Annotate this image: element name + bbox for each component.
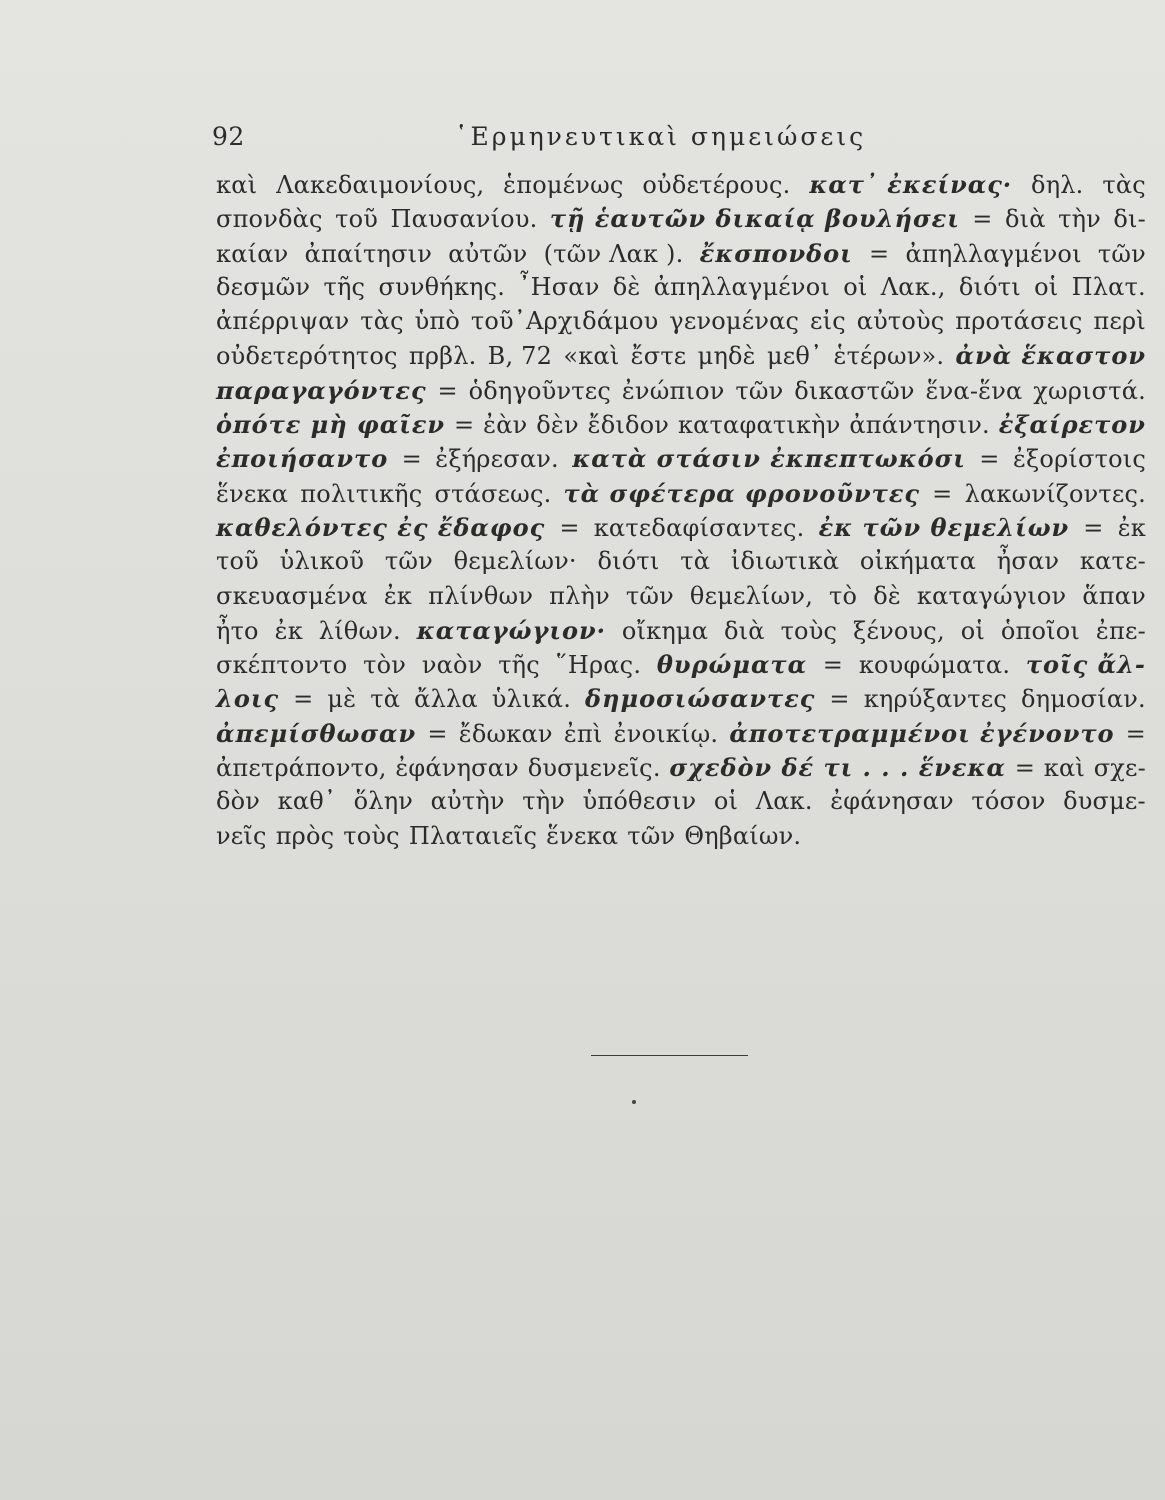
word: ῞Ηρας. [555,651,642,680]
word: ὑλικά. [491,685,572,714]
word: προτάσεις [955,307,1083,336]
word: διὰ [1005,205,1046,234]
word: ἐὰν [483,411,528,440]
word: «καὶ [563,342,620,371]
word: ἀπέρριψαν [216,307,350,336]
word: ἐνώπιον [621,376,725,405]
word: τοῦ [216,547,259,576]
word: γενομένας [669,307,800,336]
word: ἦτο [216,616,259,645]
word: οἱ [960,616,985,645]
word: καὶ [216,171,258,199]
text-line [216,444,1146,478]
word: δημοσίαν. [1020,685,1146,714]
word: αὐτὴν [430,787,505,816]
word: = [437,376,458,405]
text-line [216,376,1146,410]
word: σπονδὰς [216,205,323,234]
word: τὴν [1058,205,1101,234]
word: τῶν [625,581,674,610]
word: ἀπηλλαγμένοι [653,272,830,301]
word: αὐτῶν [448,239,528,268]
text-line [216,307,1146,341]
word: σχε- [1093,754,1146,783]
text-line [216,170,1146,204]
word: ὑπόθεσιν [582,787,697,816]
text-line [216,753,1146,787]
word: τῆς [323,272,366,301]
word: Λακ. [755,787,813,816]
word: ἐκ [1117,513,1146,542]
word: πολιτικῆς [300,479,423,508]
word: ὑπὸ [414,307,461,336]
word: = [1083,513,1104,542]
section-divider-rule [591,1055,748,1056]
word: στάσεως. [434,479,552,508]
word: κουφώματα. [858,651,1011,680]
word: δυσμενεῖς. [527,754,661,783]
word: διότι [958,272,1021,301]
word: οἱ [843,272,868,301]
word: τόσον [971,787,1046,816]
lemma: παραγαγόντες [216,375,427,405]
word: καθ᾽ [277,787,337,816]
word: = [829,685,850,714]
text-line [216,547,1146,581]
word: ἐξήρεσαν. [435,445,559,474]
word: τοὺς [780,616,838,645]
lemma: ὁπότε μὴ φαῖεν [216,410,446,440]
word: ὅλην [353,787,414,816]
word: ὁποῖοι [1000,616,1080,645]
text-line [216,273,1146,307]
word: ἀπάντησιν. [849,411,990,440]
lemma: καταγώγιον· [416,615,606,645]
lemma: λοις [216,684,280,714]
word: Πλατ. [1071,272,1146,301]
word: τὸ [829,581,858,610]
word: δι- [1113,205,1146,234]
word: = [427,719,448,748]
commentary-text [216,170,1146,856]
word: ἀπαίτησιν [304,239,433,268]
word: ἐφάνησαν [395,754,519,783]
lemma: καθελόντες ἐς ἔδαφος [216,512,546,542]
word: σκέπτοντο [216,651,348,680]
word: τῶν [627,821,676,850]
word: Παυσανίου. [390,205,538,234]
word: οἰκήματα [859,547,977,576]
text-line [216,787,1146,821]
word: δηλ. [1031,171,1084,199]
lemma: ἐποιήσαντο [216,444,389,474]
word: μὲ [327,685,357,714]
word: ἐκ [383,581,413,610]
word: ἐξορίστοις [1012,445,1146,474]
word: οἱ [1034,272,1059,301]
word: πλὴν [549,581,610,610]
word: νεῖς [216,821,267,850]
word: = [453,411,475,440]
word: τὴν [522,787,566,816]
word: ἐνοικίῳ. [613,719,719,748]
word: ὑλικοῦ [279,547,365,576]
lemma: ἀνὰ ἕκαστον [955,341,1146,371]
lemma: ἔκσπονδοι [699,238,853,268]
word: χωριστά. [1033,376,1146,405]
word: ἅπαν [1082,581,1146,610]
text-line [216,341,1146,375]
word: ξένους, [853,616,945,645]
word: πλίνθων [428,581,534,610]
word: Πλαταιεῖς [408,821,538,850]
lemma: ἀποτετραμμένοι ἐγένοντο [729,718,1115,748]
word: Λακεδαιμονίους, [276,171,485,199]
word: θεμελίων, [689,581,814,610]
text-line [216,582,1146,616]
word: ἐπε- [1095,616,1146,645]
running-title: ῾Ερμηνευτικαὶ σημειώσεις [455,122,867,151]
lemma: ἀπεμίσθωσαν [216,718,417,748]
word: καίαν [216,239,289,268]
text-line [216,719,1146,753]
word: πρὸς [275,821,335,850]
word: ἦσαν [996,547,1060,576]
word: οἴκημα [621,616,709,645]
word: = [979,445,1000,474]
word: τὰ [370,685,401,714]
word: Λακ., [880,272,946,301]
word: (τῶν Λακ ). [543,239,684,268]
lemma: δημοσιώσαντες [585,684,816,714]
lemma: κατὰ στάσιν ἐκπεπτωκόσι [572,444,966,474]
word: ἐφάνησαν [830,787,954,816]
word: = [559,513,580,542]
word: ἀπηλλαγμένοι [905,239,1082,268]
text-line [216,684,1146,718]
word: καταγώγιον [916,581,1067,610]
word: Θηβαίων. [684,821,802,850]
word: τοὺς [343,821,400,850]
print-speck [632,1100,636,1104]
lemma: θυρώματα [656,650,808,680]
word: περὶ [1093,307,1146,336]
word: ἐπὶ [563,719,603,748]
word: ἔστε [630,342,687,371]
word: δυσμε- [1063,787,1146,816]
word: δὲ [612,272,641,301]
word: αὐτοὺς [856,307,945,336]
word: ἑπομένως [503,171,624,199]
word: μεθ᾽ [766,342,823,371]
text-line [216,479,1146,513]
lemma: ἐξαίρετον [998,410,1146,440]
text-line [216,650,1146,684]
word: ἕνεκα [546,821,619,850]
word: ναὸν [421,651,483,680]
word: διότι [597,547,660,576]
word: τοῦ᾽Αρχιδάμου [470,307,659,336]
word: ἕνεκα [216,479,289,508]
word: Β, 72 [487,342,553,371]
word: λίθων. [318,616,401,645]
word: = [1125,719,1146,748]
word: δὸν [216,787,261,816]
word: = [293,685,314,714]
word: ἔδιδον [587,411,670,440]
word: = [1014,754,1036,783]
word: τὰ [680,547,711,576]
word: οὐδετερότητος [216,342,398,371]
word: τῶν [735,376,784,405]
word: τὰς [1102,171,1146,199]
word: καὶ [1043,754,1085,783]
word: = [868,239,890,268]
word: λακωνίζοντες. [964,479,1146,508]
lemma: τοῖς ἄλ- [1025,650,1146,680]
text-line [216,204,1146,238]
word: δὲ [873,581,901,610]
word: ἄλλα [414,685,478,714]
text-line [216,513,1146,547]
word: δεσμῶν [216,272,311,301]
word: = [932,479,953,508]
word: ἑτέρων». [833,342,945,371]
word: ὁδηγοῦντες [468,376,612,405]
word: δικαστῶν [794,376,915,405]
word: πρβλ. [408,342,477,371]
word: τῶν [1097,239,1146,268]
word: τῶν [384,547,433,576]
text-line [216,410,1146,444]
word: θεμελίων· [453,547,577,576]
page-number: 92 [212,122,245,151]
word: ἐκ [274,616,303,645]
word: οὐδετέρους. [642,171,791,199]
word: ἕνα-ἕνα [925,376,1023,405]
word: κατε- [1079,547,1146,576]
word: οἱ [713,787,739,816]
lemma: σχεδὸν δέ τι . . . ἕνεκα [669,753,1006,783]
word: κατεδαφίσαντες. [593,513,805,542]
word: = [972,205,993,234]
text-line [216,822,1146,856]
word: ἰδιωτικὰ [730,547,840,576]
lemma: κατ᾽ ἐκείνας· [809,170,1013,199]
word: τὸν [363,651,407,680]
lemma: τῇ ἑαυτῶν δικαίᾳ βουλήσει [549,204,960,234]
word: κηρύξαντες [863,685,1007,714]
word: τῆς [498,651,540,680]
word: μηδὲ [697,342,756,371]
word: δὲν [536,411,579,440]
word: τὰς [360,307,404,336]
word: ἀπετράποντο, [216,754,387,783]
lemma: τὰ σφέτερα φρονοῦντες [563,478,921,508]
word: διὰ [724,616,765,645]
text-line [216,239,1146,273]
word: καταφατικὴν [677,411,841,440]
word: σκευασμένα [216,581,368,610]
word: = [822,651,844,680]
word: τοῦ [335,205,379,234]
word: ἔδωκαν [458,719,553,748]
word: εἰς [809,307,846,336]
word: συνθήκης. [378,272,506,301]
word: ῏Ησαν [518,272,600,301]
text-line [216,616,1146,650]
lemma: ἐκ τῶν θεμελίων [818,512,1070,542]
word: = [401,445,422,474]
